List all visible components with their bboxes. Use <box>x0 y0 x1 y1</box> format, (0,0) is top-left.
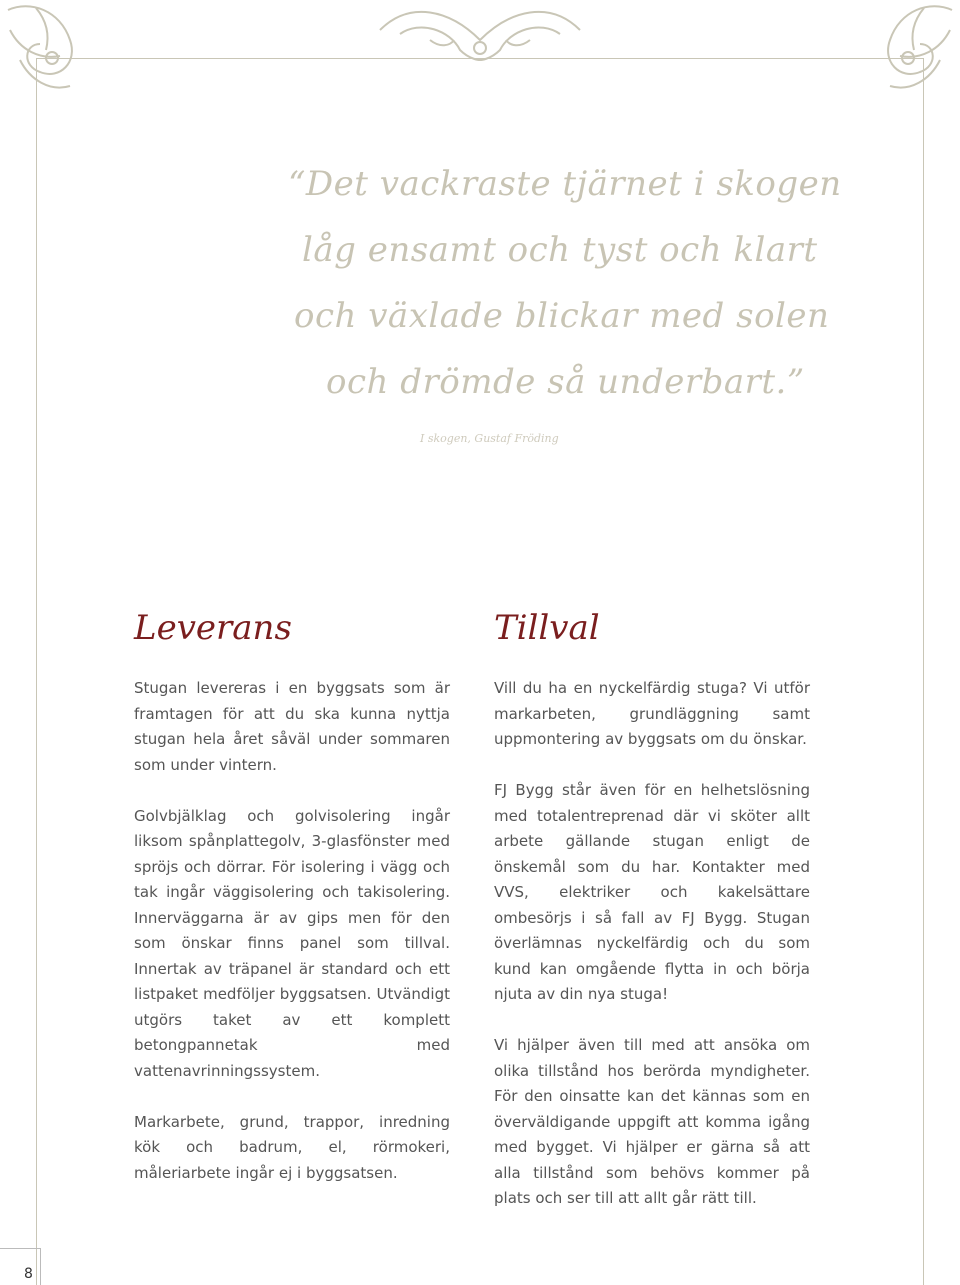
page-number: 8 <box>24 1266 33 1282</box>
quote-attribution: I skogen, Gustaf Fröding <box>420 432 559 445</box>
quote-line: och drömde så underbart.” <box>326 362 805 402</box>
right-corner-ornament-icon <box>850 0 960 120</box>
paragraph: Vi hjälper även till med att ansöka om olika tillstånd hos berörda myndigheter. För den oinsatte kan det kännas som en överväldigande uppgift att komma igång med bygget. Vi hjälper er gärna så att alla tillstånd som behövs kommer på plats och ser till att allt går rätt till. <box>494 1036 810 1207</box>
left-corner-ornament-icon <box>0 0 110 120</box>
paragraph: FJ Bygg står även för en helhetslösning med totalentreprenad där vi sköter allt arbete gällande stugan enligt de önskemål som du har. Kontakter med VVS, elektriker och kakelsättare ombesörjs i så fall av FJ Bygg. Stugan överlämnas nyckelfärdig och du som kund kan omgående flytta in och börja njuta av din nya stuga! <box>494 781 810 1003</box>
quote-line: och växlade blickar med solen <box>294 296 830 336</box>
quote-line: låg ensamt och tyst och klart <box>302 230 818 270</box>
tillval-text <box>494 676 810 1237</box>
paragraph: Golvbjälklag och golvisolering ingår liksom spånplattegolv, 3-glasfönster med spröjs och dörrar. För isolering i vägg och tak ingår väggisolering och takisolering. Innerväggarna är av gips men för den som önskar finns panel som tillval. Innertak av träpanel är standard och ett listpaket medföljer byggsatsen. Utvändigt utgörs taket av ett komplett betongpannetak med vattenavrinningssystem. <box>134 806 450 1080</box>
paragraph: Stugan levereras i en byggsats som är framtagen för att du ska kunna nyttja stugan hela året såväl under sommaren som under vintern. <box>134 679 450 774</box>
leverans-heading: Leverans <box>134 608 292 648</box>
tillval-heading: Tillval <box>494 608 600 648</box>
leverans-text <box>134 676 450 1212</box>
page-number-rule <box>0 1248 40 1249</box>
page-number-divider <box>40 1248 41 1285</box>
quote-line: “Det vackraste tjärnet i skogen <box>288 164 842 204</box>
paragraph: Markarbete, grund, trappor, inredning kök och badrum, el, rörmokeri, måleriarbete ingår ej i byggsatsen. <box>134 1112 450 1182</box>
top-center-ornament-icon <box>370 0 590 70</box>
paragraph: Vill du ha en nyckelfärdig stuga? Vi utför markarbeten, grundläggning samt uppmontering av byggsats om du önskar. <box>494 679 810 748</box>
